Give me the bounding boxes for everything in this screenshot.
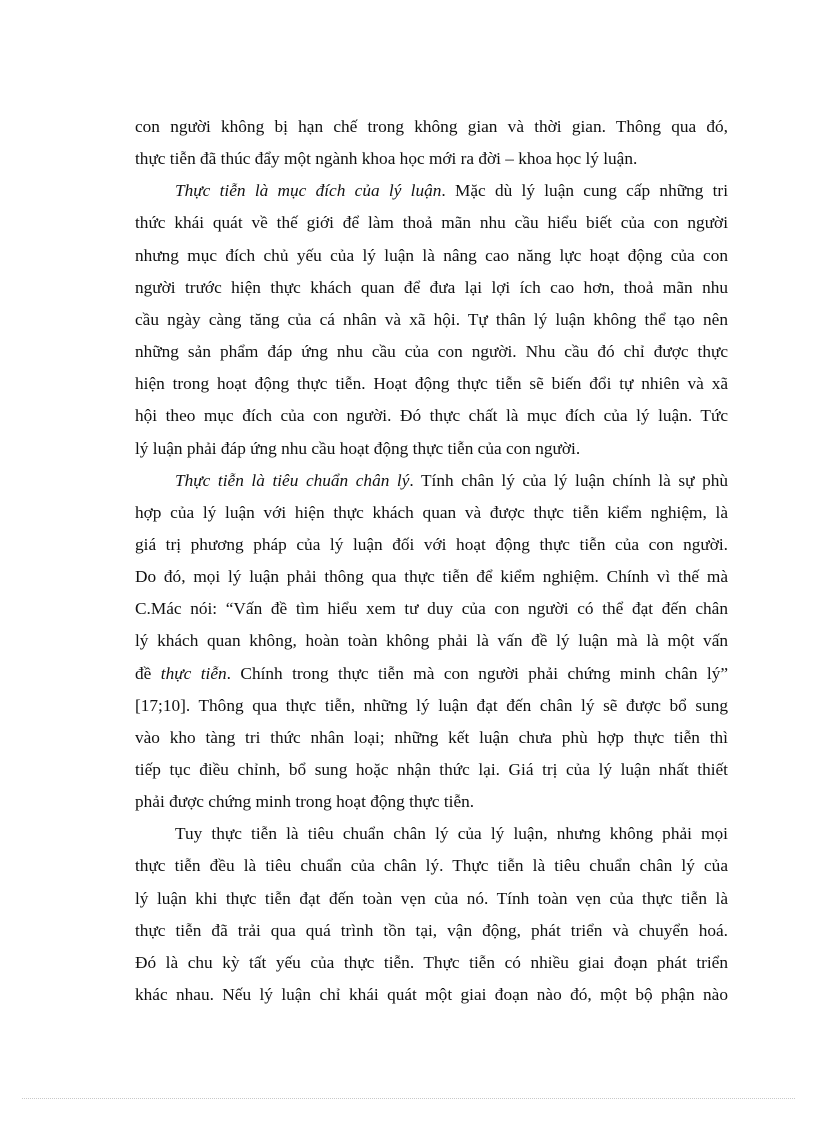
italic-text: Thực tiễn là mục đích của lý luận xyxy=(175,181,442,201)
text-line xyxy=(135,529,728,561)
text-segment: thực tiễn đã trải qua quá trình tồn tại, vận động, phát triển và chuyển hoá. xyxy=(135,920,728,940)
text-segment: người trước hiện thực khách quan để đưa lại lợi ích cao hơn, thoả mãn nhu xyxy=(135,277,728,297)
text-segment: cầu ngày càng tăng của cá nhân và xã hội. Tự thân lý luận không thể tạo nên xyxy=(135,309,728,329)
text-segment: Đó là chu kỳ tất yếu của thực tiễn. Thực tiễn có nhiều giai đoạn phát triển xyxy=(135,952,728,972)
italic-text: Thực tiễn là tiêu chuẩn chân lý xyxy=(175,470,410,490)
text-line xyxy=(135,111,728,143)
text-line xyxy=(135,658,728,690)
text-segment: . Tính chân lý của lý luận chính là sự phù xyxy=(409,470,728,490)
text-line xyxy=(135,272,728,304)
text-line xyxy=(135,336,728,368)
text-line xyxy=(175,465,728,497)
text-segment: phải được chứng minh trong hoạt động thực tiễn. xyxy=(135,792,475,812)
text-segment: nhưng mục đích chủ yếu của lý luận là nâng cao năng lực hoạt động của con xyxy=(135,245,728,265)
text-segment: hợp của lý luận với hiện thực khách quan và được thực tiễn kiểm nghiệm, là xyxy=(135,502,728,522)
text-line xyxy=(135,850,728,882)
text-line xyxy=(135,400,728,432)
text-line xyxy=(135,979,728,1011)
page-bottom-rule xyxy=(22,1098,795,1099)
text-segment: con người không bị hạn chế trong không gian và thời gian. Thông qua đó, xyxy=(135,117,728,136)
text-line xyxy=(135,786,728,818)
text-line xyxy=(135,207,728,239)
text-line xyxy=(135,690,728,722)
text-line xyxy=(135,722,728,754)
text-segment: hiện trong hoạt động thực tiễn. Hoạt động thực tiễn sẽ biến đổi tự nhiên và xã xyxy=(135,374,728,394)
text-line xyxy=(175,818,728,850)
text-segment: hội theo mục đích của con người. Đó thực chất là mục đích của lý luận. Tức xyxy=(135,406,728,426)
text-line xyxy=(135,754,728,786)
text-line xyxy=(135,947,728,979)
text-segment: . Mặc dù lý luận cung cấp những tri xyxy=(441,181,728,201)
text-segment: thực tiễn đã thúc đẩy một ngành khoa học mới ra đời – khoa học lý luận. xyxy=(135,149,638,169)
text-segment: tiếp tục điều chỉnh, bổ sung hoặc nhận thức lại. Giá trị của lý luận nhất thiết xyxy=(135,760,728,779)
text-line xyxy=(135,915,728,947)
text-segment: lý luận phải đáp ứng nhu cầu hoạt động thực tiễn của con người. xyxy=(135,438,581,458)
text-segment: Tuy thực tiễn là tiêu chuẩn chân lý của lý luận, nhưng không phải mọi xyxy=(175,824,728,844)
text-segment: Do đó, mọi lý luận phải thông qua thực tiễn để kiểm nghiệm. Chính vì thế mà xyxy=(135,567,728,587)
text-line xyxy=(175,175,728,207)
text-segment: thực tiễn đều là tiêu chuẩn của chân lý. Thực tiễn là tiêu chuẩn chân lý của xyxy=(135,856,728,876)
text-segment: . Chính trong thực tiễn mà con người phải chứng minh chân lý” xyxy=(226,663,728,683)
text-line xyxy=(135,240,728,272)
text-line xyxy=(135,368,728,400)
text-segment: khác nhau. Nếu lý luận chỉ khái quát một giai đoạn nào đó, một bộ phận nào xyxy=(135,985,728,1005)
text-segment: [17;10]. Thông qua thực tiễn, những lý luận đạt đến chân lý sẽ được bổ sung xyxy=(135,695,728,715)
text-line xyxy=(135,593,728,625)
text-segment: C.Mác nói: “Vấn đề tìm hiểu xem tư duy của con người có thể đạt đến chân xyxy=(135,599,728,619)
text-segment: lý khách quan không, hoàn toàn không phải là vấn đề lý luận mà là một vấn xyxy=(135,631,728,651)
text-segment: lý luận khi thực tiễn đạt đến toàn vẹn của nó. Tính toàn vẹn của thực tiễn là xyxy=(135,888,728,908)
text-line xyxy=(135,143,728,175)
text-segment: giá trị phương pháp của lý luận đối với hoạt động thực tiễn của con người. xyxy=(135,534,728,554)
text-segment: những sản phẩm đáp ứng nhu cầu của con người. Nhu cầu đó chỉ được thực xyxy=(135,342,728,362)
text-line xyxy=(135,433,728,465)
text-segment: thức khái quát về thế giới để làm thoả mãn nhu cầu hiểu biết của con người xyxy=(135,213,728,233)
text-line xyxy=(135,625,728,657)
text-line xyxy=(135,883,728,915)
text-line xyxy=(135,561,728,593)
text-segment: đề xyxy=(135,663,161,683)
text-line xyxy=(135,497,728,529)
text-segment: vào kho tàng tri thức nhân loại; những kết luận chưa phù hợp thực tiễn thì xyxy=(135,727,728,747)
text-line xyxy=(135,304,728,336)
italic-text: thực tiễn xyxy=(160,663,227,683)
